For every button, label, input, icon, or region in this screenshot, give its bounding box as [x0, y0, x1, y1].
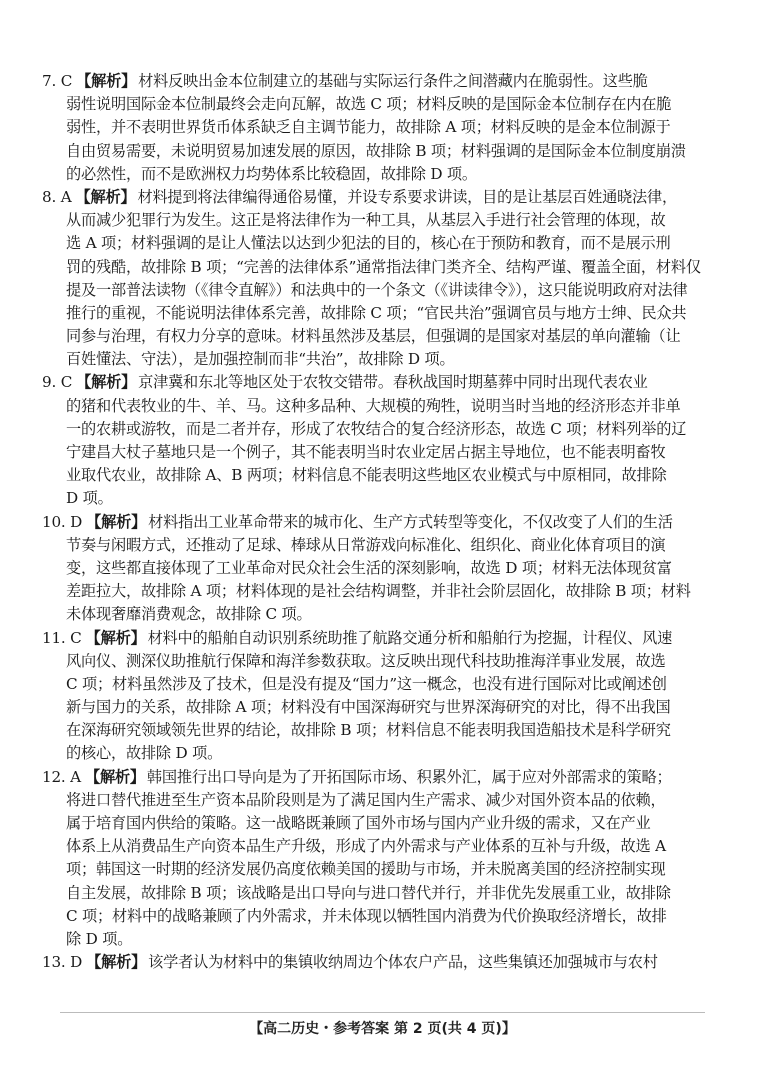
answer-text: C 项；材料中的战略兼顾了内外需求，并未体现以牺牲国内消费为代价换取经济增长，故排	[66, 906, 667, 925]
analysis-tag: 【解析】	[86, 953, 147, 972]
answer-first-line	[42, 511, 732, 534]
answer-text: 节奏与闲暇方式，还推动了足球、棒球从日常游戏向标准化、组织化、商业化体育项目的演	[66, 535, 666, 554]
answer-line	[42, 673, 732, 696]
answer-text: 体系上从消费品生产向资本品生产升级，形成了内外需求与产业体系的互补与升级，故选 A	[66, 837, 666, 856]
answer-line	[42, 650, 732, 673]
answer-text: 在深海研究领域领先世界的结论，故排除 B 项；材料信息不能表明我国造船技术是科学研究	[66, 721, 671, 740]
answer-line	[42, 232, 732, 255]
question-number: 12. A	[42, 767, 81, 786]
answer-line	[42, 116, 732, 139]
answer-line	[42, 928, 732, 951]
answer-line	[42, 464, 732, 487]
answer-text: 推行的重视，不能说明法律体系完善，故排除 C 项；“官民共治”强调官员与地方士绅、民众共	[66, 303, 687, 322]
answer-line	[42, 395, 732, 418]
answer-text: 业取代农业，故排除 A、B 两项；材料信息不能表明这些地区农业模式与中原相同，故排除	[66, 466, 667, 485]
answer-line	[42, 441, 732, 464]
answer-line	[42, 580, 732, 603]
answer-item	[42, 951, 732, 974]
answer-line	[42, 719, 732, 742]
answer-text: 未体现奢靡消费观念，故排除 C 项。	[66, 605, 312, 624]
answer-text: 风向仪、测深仪助推航行保障和海洋参数获取。这反映出现代科技助推海洋事业发展，故选	[66, 651, 666, 670]
analysis-tag: 【解析】	[75, 187, 136, 206]
answer-item	[42, 371, 732, 510]
answer-text: 材料反映出金本位制建立的基础与实际运行条件之间潜藏内在脆弱性。这些脆	[138, 72, 648, 90]
page-footer	[0, 1018, 765, 1038]
answer-line	[42, 789, 732, 812]
answer-text: 材料提到将法律编得通俗易懂，并设专系要求讲读，目的是让基层百姓通晓法律，	[137, 187, 678, 206]
footer-rule	[60, 1012, 705, 1013]
analysis-tag: 【解析】	[84, 767, 145, 786]
analysis-tag: 【解析】	[76, 373, 137, 392]
footer-text: 【高二历史・参考答案 第 2 页(共 4 页)】	[249, 1021, 516, 1037]
question-number: 13. D	[42, 953, 83, 972]
answer-text: 的猪和代表牧业的牛、羊、马。这种多品种、大规模的殉牲，说明当时当地的经济形态并非单	[66, 396, 681, 415]
answer-text: D 项。	[66, 489, 113, 508]
answer-text: 将进口替代推进至生产资本品阶段则是为了满足国内生产需求、减少对国外资本品的依赖，	[66, 790, 666, 809]
answer-text: 变，这些都直接体现了工业革命对民众社会生活的深刻影响，故选 D 项；材料无法体现贫富	[66, 558, 672, 577]
answer-text: 弱性，并不表明世界货币体系缺乏自主调节能力，故排除 A 项；材料反映的是金本位制源于	[66, 118, 671, 137]
question-number: 8. A	[42, 187, 72, 206]
answer-first-line	[42, 951, 732, 974]
answer-line	[42, 325, 732, 348]
answer-item	[42, 186, 732, 372]
answer-line	[42, 302, 732, 325]
answer-line	[42, 534, 732, 557]
answer-line	[42, 835, 732, 858]
answer-line	[42, 279, 732, 302]
answer-text: 选 A 项；材料强调的是让人懂法以达到少犯法的目的，核心在于预防和教育，而不是展示刑	[66, 234, 671, 253]
answer-line	[42, 696, 732, 719]
answer-line	[42, 93, 732, 116]
answer-text: 提及一部普法读物（《律令直解》）和法典中的一个条文（《讲读律令》），这只能说明政府对法律	[66, 280, 688, 299]
answer-text: 百姓懂法、守法），是加强控制而非“共治”，故排除 D 项。	[66, 350, 455, 369]
answer-text: 韩国推行出口导向是为了开拓国际市场、积累外汇，属于应对外部需求的策略；	[146, 767, 672, 786]
answer-text: 自由贸易需要，未说明贸易加速发展的原因，故排除 B 项；材料强调的是国际金本位制度崩溃	[66, 141, 686, 160]
analysis-tag: 【解析】	[86, 512, 147, 531]
question-number: 7. C	[42, 72, 73, 90]
answer-line	[42, 742, 732, 765]
answer-first-line	[42, 371, 732, 394]
answer-line	[42, 163, 732, 186]
answer-line	[42, 418, 732, 441]
answer-text: 从而减少犯罪行为发生。这正是将法律作为一种工具，从基层入手进行社会管理的体现，故	[66, 211, 666, 230]
answer-text: 该学者认为材料中的集镇收纳周边个体农户产品，这些集镇还加强城市与农村	[148, 953, 658, 972]
answer-line	[42, 209, 732, 232]
answer-first-line	[42, 766, 732, 789]
question-number: 10. D	[42, 512, 83, 531]
answer-text: 项；韩国这一时期的经济发展仍高度依赖美国的援助与市场，并未脱离美国的经济控制实现	[66, 860, 666, 879]
analysis-tag: 【解析】	[85, 628, 146, 647]
question-number: 11. C	[42, 628, 82, 647]
answer-text: 除 D 项。	[66, 929, 133, 948]
answer-line	[42, 603, 732, 626]
answer-text: 罚的残酷，故排除 B 项；“完善的法律体系”通常指法律门类齐全、结构严谨、覆盖全面，材料仅	[66, 257, 701, 276]
answer-item	[42, 511, 732, 627]
answer-line	[42, 256, 732, 279]
answer-text: 同参与治理，有权力分享的意味。材料虽然涉及基层，但强调的是国家对基层的单向灌输（让	[66, 327, 681, 346]
answer-text: 弱性说明国际金本位制最终会走向瓦解，故选 C 项；材料反映的是国际金本位制存在内在脆	[66, 95, 672, 114]
answer-line	[42, 882, 732, 905]
answer-first-line	[42, 186, 732, 209]
answer-text: 自主发展，故排除 B 项；该战略是出口导向与进口替代并行，并非优先发展重工业，故排除	[66, 883, 671, 902]
answer-first-line	[42, 627, 732, 650]
answer-line	[42, 140, 732, 163]
analysis-tag: 【解析】	[76, 72, 137, 90]
answer-text: 材料中的船舶自动识别系统助推了航路交通分析和船舶行为挖掘，计程仪、风速	[147, 628, 673, 647]
answer-line	[42, 905, 732, 928]
answer-line	[42, 348, 732, 371]
answer-text: 的必然性，而不是欧洲权力均势体系比较稳固，故排除 D 项。	[66, 164, 477, 183]
answer-text: 新与国力的关系，故排除 A 项；材料没有中国深海研究与世界深海研究的对比，得不出我国	[66, 698, 671, 717]
answer-line	[42, 487, 732, 510]
answer-text: 一的农耕或游牧，而是二者并存，形成了农牧结合的复合经济形态，故选 C 项；材料列举的辽	[66, 419, 687, 438]
answer-line	[42, 557, 732, 580]
question-number: 9. C	[42, 373, 73, 392]
answer-text: 差距拉大，故排除 A 项；材料体现的是社会结构调整，并非社会阶层固化，故排除 B 项；材料	[66, 582, 691, 601]
answer-text: 京津冀和东北等地区处于农牧交错带。春秋战国时期墓葬中同时出现代表农业	[138, 373, 648, 392]
answer-first-line	[42, 70, 732, 93]
answer-text: 材料指出工业革命带来的城市化、生产方式转型等变化，不仅改变了人们的生活	[148, 512, 673, 531]
answer-text: C 项；材料虽然涉及了技术，但是没有提及“国力”这一概念，也没有进行国际对比或阐述创	[66, 674, 667, 693]
answer-text: 宁建昌大杖子墓地只是一个例子，其不能表明当时农业定居占据主导地位，也不能表明畜牧	[66, 443, 666, 461]
answer-line	[42, 858, 732, 881]
answer-item	[42, 70, 732, 186]
answer-text: 属于培育国内供给的策略。这一战略既兼顾了国外市场与国内产业升级的需求，又在产业	[66, 814, 651, 832]
answer-item	[42, 627, 732, 766]
answer-page	[42, 70, 732, 974]
answer-item	[42, 766, 732, 952]
answer-text: 的核心，故排除 D 项。	[66, 744, 223, 763]
answer-line	[42, 812, 732, 835]
